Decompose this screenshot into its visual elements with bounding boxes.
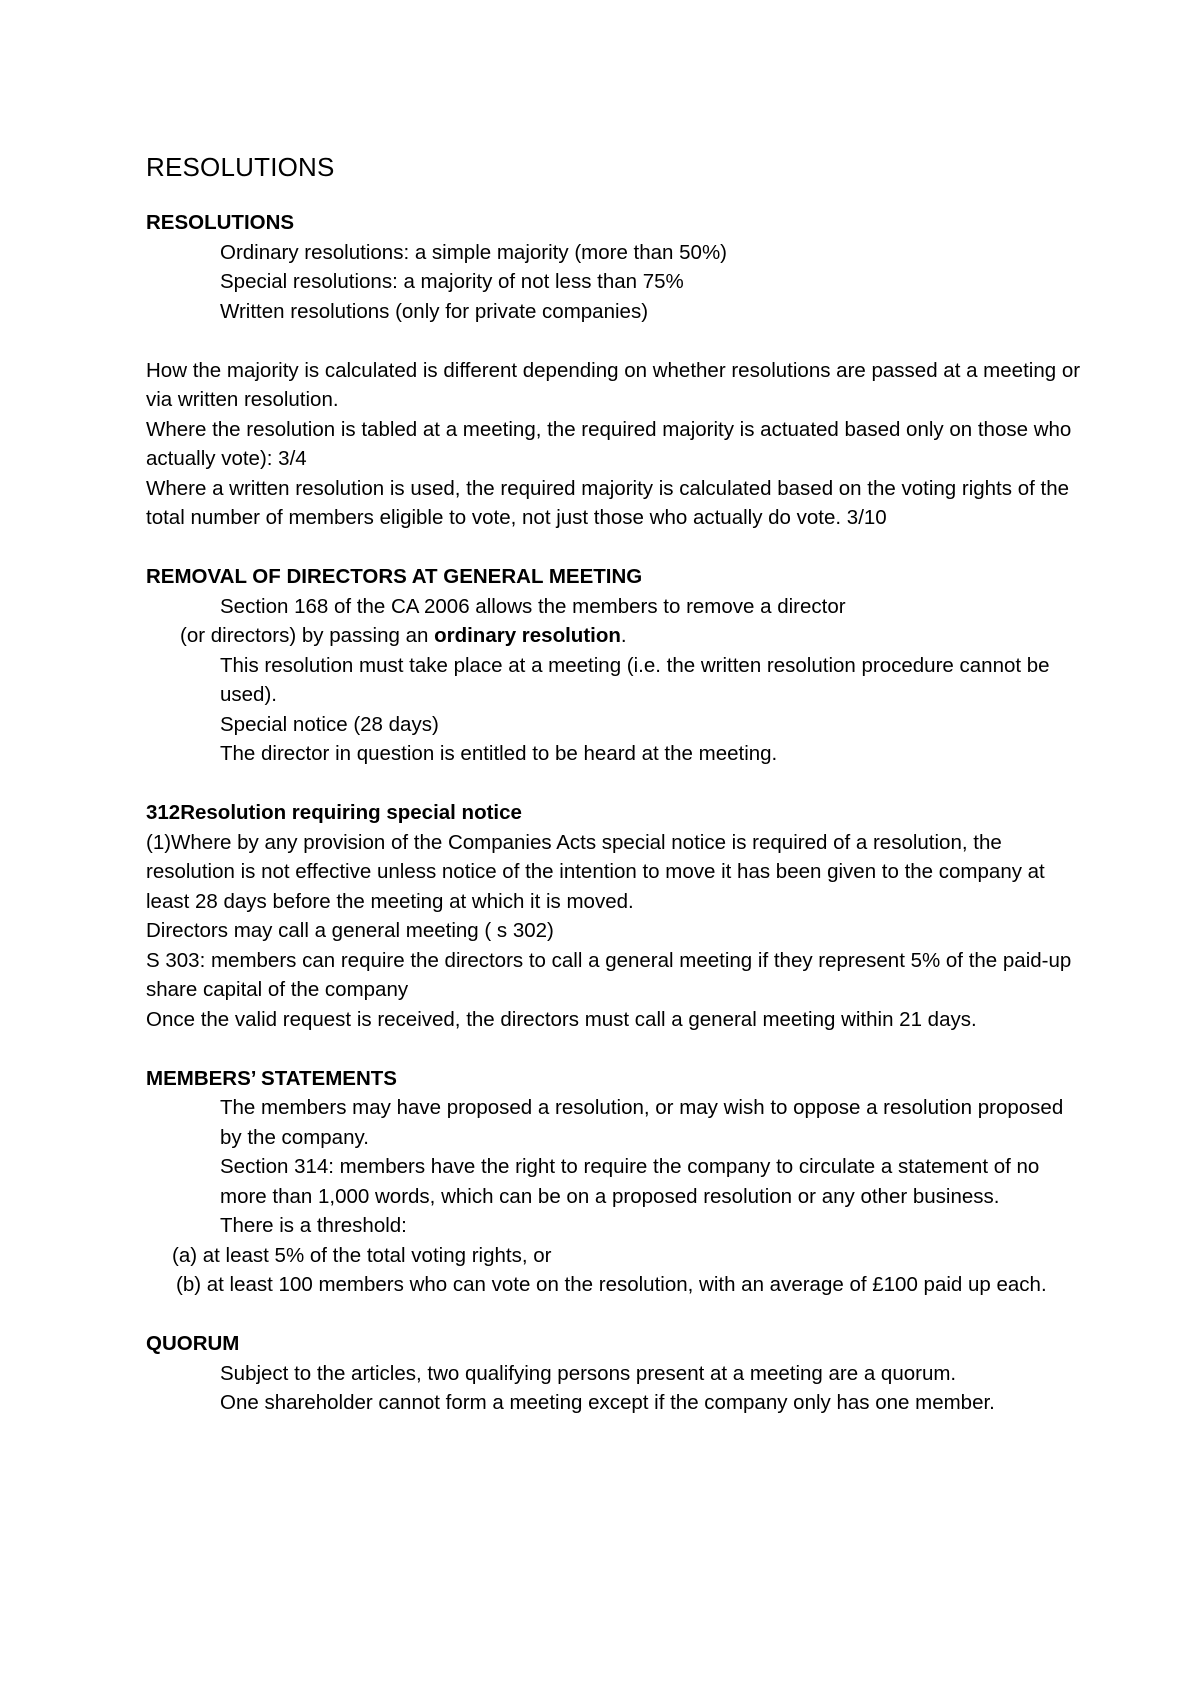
spacer <box>146 326 1086 356</box>
bullet-list <box>146 238 1086 327</box>
section-heading: QUORUM <box>146 1332 240 1355</box>
section-heading: 312Resolution requiring special notice <box>146 801 522 824</box>
text-run: . <box>620 624 627 647</box>
bullet-list <box>146 1359 1086 1418</box>
text-run: (b) at least 100 members who can vote on the resolution, with an average of £100 paid up each. <box>176 1273 1047 1296</box>
list-item-text: There is a threshold: <box>220 1214 407 1237</box>
list-item-text: Ordinary resolutions: a simple majority (more than 50%) <box>220 240 727 264</box>
list-item <box>146 297 1086 327</box>
list-item <box>146 1211 1086 1241</box>
paragraph: Where a written resolution is used, the required majority is calculated based on the voting rights of the total number of members eligible to vote, not just those who actually do vote. 3/10 <box>146 476 1069 529</box>
list-item-text: Written resolutions (only for private companies) <box>220 299 649 323</box>
list-item <box>146 1152 1086 1211</box>
section-quorum <box>146 1329 1086 1418</box>
continuation-line <box>146 621 1086 651</box>
bullet-list <box>146 651 1086 769</box>
bullet-list <box>146 1093 1086 1241</box>
section-heading: RESOLUTIONS <box>146 211 295 234</box>
list-item <box>146 1093 1086 1152</box>
spacer <box>146 1034 1086 1064</box>
spacer <box>146 533 1086 563</box>
section-heading: MEMBERS’ STATEMENTS <box>146 1066 397 1090</box>
list-item-text: Section 314: members have the right to require the company to circulate a statement of no more than 1,000 words, which can be on a proposed resolution or any other business. <box>220 1155 1040 1208</box>
list-item-text: Section 168 of the CA 2006 allows the members to remove a director <box>220 594 846 618</box>
paragraph: Once the valid request is received, the directors must call a general meeting within 21 days. <box>146 1007 977 1031</box>
list-item <box>146 1359 1086 1389</box>
bullet-list <box>146 592 1086 622</box>
list-item-text: One shareholder cannot form a meeting except if the company only has one member. <box>220 1391 995 1414</box>
list-item <box>146 739 1086 769</box>
list-item-text: Special resolutions: a majority of not less than 75% <box>220 270 684 293</box>
section-members-statements <box>146 1064 1086 1300</box>
list-item <box>146 592 1086 622</box>
bold-text: ordinary resolution <box>434 624 621 647</box>
list-item <box>146 238 1086 268</box>
threshold-item-a: (a) at least 5% of the total voting rights, or <box>172 1243 552 1267</box>
paragraph: How the majority is calculated is different depending on whether resolutions are passed at a meeting or via written resolution. <box>146 358 1081 411</box>
paragraph: Where the resolution is tabled at a meeting, the required majority is actuated based only on those who actually vote): 3/4 <box>146 417 1072 470</box>
section-resolutions <box>146 208 1086 533</box>
document-title: RESOLUTIONS <box>146 152 335 182</box>
paragraph: (1)Where by any provision of the Companies Acts special notice is required of a resolution, the resolution is not effective unless notice of the intention to move it has been given to the company at least 28 days before the meeting at which it is moved. <box>146 830 1045 913</box>
list-item-text: This resolution must take place at a meeting (i.e. the written resolution procedure cannot be used). <box>220 653 1050 706</box>
paragraph: Directors may call a general meeting ( s 302) <box>146 919 554 942</box>
paragraph: S 303: members can require the directors to call a general meeting if they represent 5% of the paid-up share capital of the company <box>146 948 1072 1001</box>
section-removal-of-directors <box>146 562 1086 769</box>
threshold-item-b <box>146 1270 1086 1300</box>
section-heading: REMOVAL OF DIRECTORS AT GENERAL MEETING <box>146 565 643 588</box>
spacer <box>146 1300 1086 1330</box>
list-item-text: Special notice (28 days) <box>220 712 439 736</box>
document-page <box>146 150 1086 1418</box>
list-item <box>146 1388 1086 1418</box>
spacer <box>146 769 1086 799</box>
list-item <box>146 710 1086 740</box>
list-item-text: The members may have proposed a resolution, or may wish to oppose a resolution proposed by the company. <box>220 1096 1064 1149</box>
list-item-text: Subject to the articles, two qualifying persons present at a meeting are a quorum. <box>220 1361 957 1385</box>
list-item-text: The director in question is entitled to be heard at the meeting. <box>220 742 778 765</box>
list-item <box>146 651 1086 710</box>
list-item <box>146 267 1086 297</box>
section-special-notice <box>146 798 1086 1034</box>
text-run: (or directors) by passing an <box>180 624 435 647</box>
